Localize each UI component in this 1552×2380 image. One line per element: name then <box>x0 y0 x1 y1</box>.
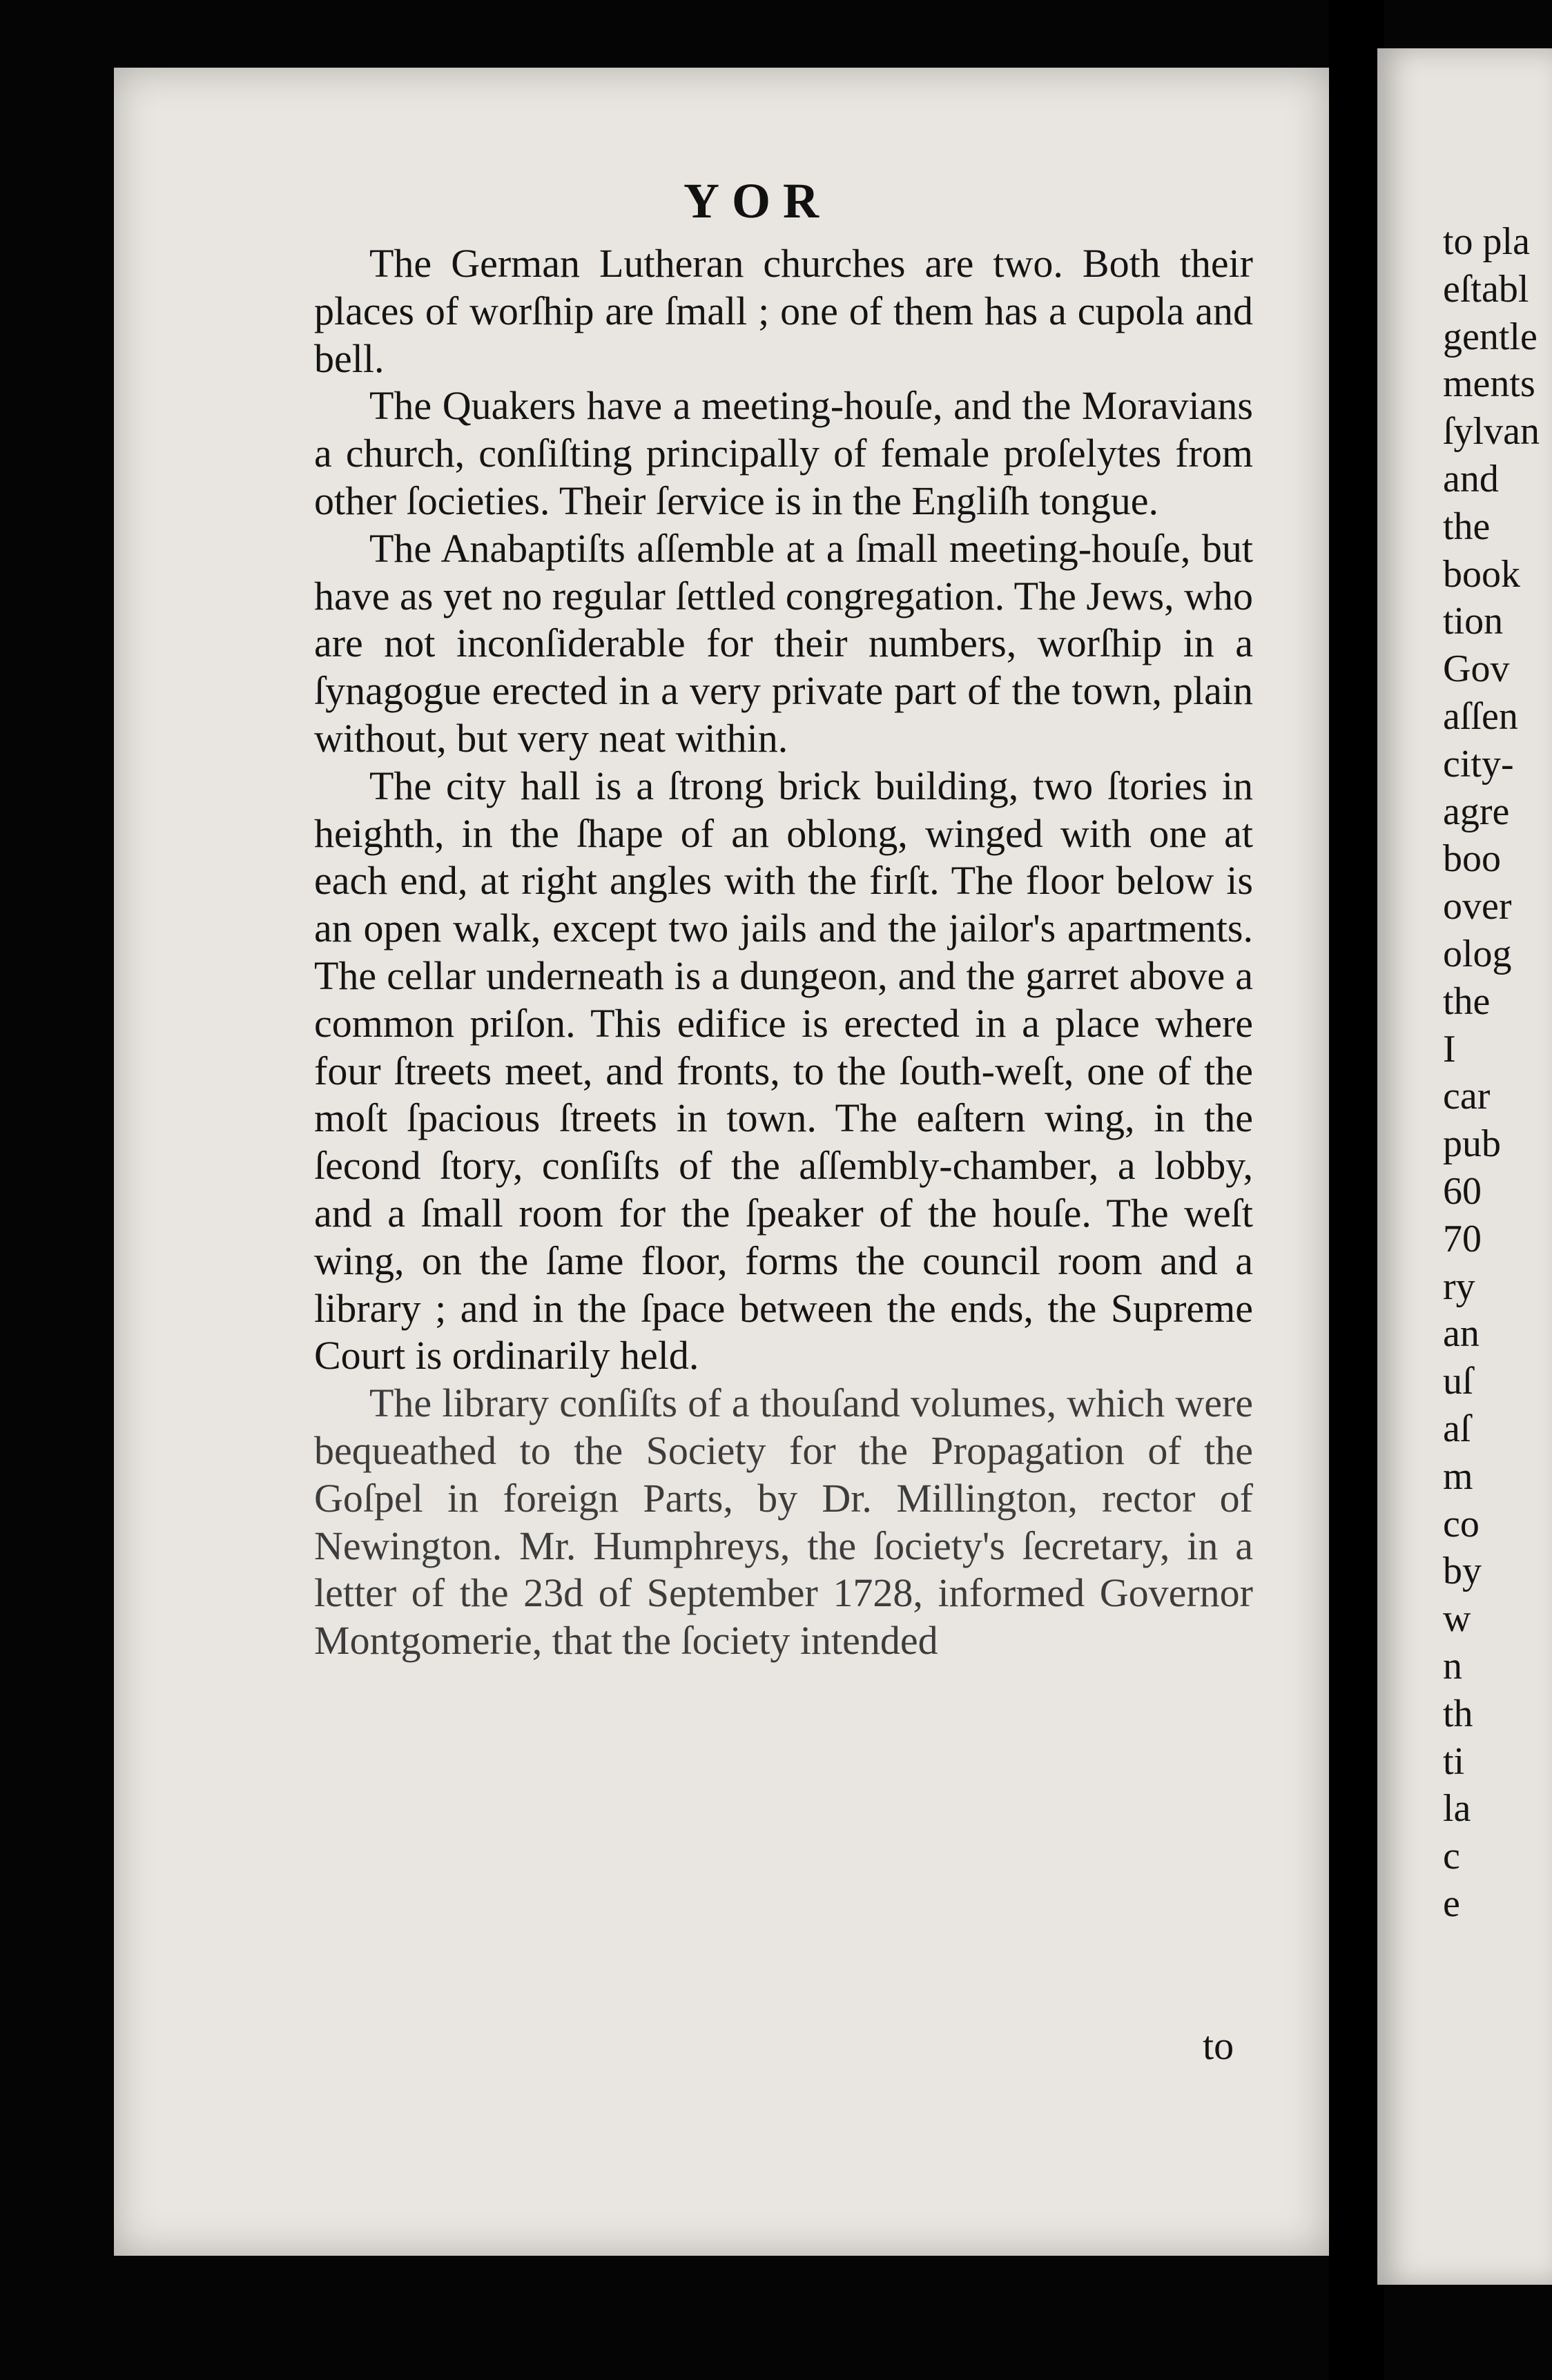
right-page-line: ments <box>1443 362 1535 406</box>
right-page-line: m <box>1443 1454 1473 1498</box>
right-page-line: aſ <box>1443 1407 1471 1450</box>
right-page-line: aſſen <box>1443 694 1518 738</box>
right-page-line: n <box>1443 1644 1462 1688</box>
right-page-line: tion <box>1443 600 1504 643</box>
paragraph-quakers: The Quakers have a meeting-houſe, and the Moravians a church, conſiſting principally of female proſelytes from other ſocieties. Their ſervice is in the Engliſh tongue. <box>314 383 1253 523</box>
right-page-line: boo <box>1443 837 1501 881</box>
right-page-line: uſ <box>1443 1360 1473 1403</box>
catchword: to <box>1203 2023 1234 2068</box>
paragraph-city-hall: The city hall is a ſtrong brick building, two ſtories in heighth, in the ſhape of an oblong, winged with one at each end, at right angles with the firſt. The floor below is an open walk, except two jails and the jailor's apartments. The cellar underneath is a dungeon, and the garret above a common priſon. This edifice is erected in a place where four ſtreets meet, and fronts, to the ſouth-weſt, one of the moſt ſpacious ſtreets in town. The eaſtern wing, in the ſecond ſtory, conſiſts of the aſſembly-chamber, a lobby, and a ſmall room for the ſpeaker of the houſe. The weſt wing, on the ſame floor, forms the council room and a library ; and in the ſpace between the ends, the Supreme Court is ordinarily held. <box>314 763 1253 1378</box>
right-page-line: c <box>1443 1835 1460 1878</box>
right-page-line: ſylvan <box>1443 410 1540 453</box>
right-page-line: gentle <box>1443 315 1538 358</box>
right-page-line: e <box>1443 1882 1460 1925</box>
right-page-line: and <box>1443 457 1499 500</box>
right-page-fragments <box>1443 218 1540 1928</box>
right-page-line: th <box>1443 1692 1473 1735</box>
right-page-line: the <box>1443 505 1491 548</box>
right-page-line: an <box>1443 1312 1480 1356</box>
right-page-line: 60 <box>1443 1169 1482 1213</box>
right-page-line: car <box>1443 1075 1491 1118</box>
running-head: YOR <box>683 173 831 228</box>
right-page-line: the <box>1443 979 1491 1023</box>
right-page-line: ry <box>1443 1265 1475 1308</box>
right-page-line: w <box>1443 1597 1471 1641</box>
right-page-line: co <box>1443 1502 1480 1545</box>
right-page-line: city- <box>1443 742 1514 786</box>
right-page-line: to pla <box>1443 220 1530 263</box>
book-gutter <box>1329 0 1384 2380</box>
right-page-line: eſtabl <box>1443 267 1529 311</box>
right-page-line: ti <box>1443 1739 1465 1783</box>
right-page-line: Gov <box>1443 647 1510 691</box>
right-page-line: pub <box>1443 1122 1501 1166</box>
right-page-line: agre <box>1443 790 1510 833</box>
right-page-line: by <box>1443 1550 1482 1593</box>
paragraph-lutheran: The German Lutheran churches are two. Both their places of worſhip are ſmall ; one of them has a cupola and bell. <box>314 241 1253 381</box>
paragraph-anabaptists: The Anabaptiſts aſſemble at a ſmall meeting-houſe, but have as yet no regular ſettled congregation. The Jews, who are not inconſiderable for their numbers, worſhip in a ſynagogue erected in a very private part of the town, plain without, but very neat within. <box>314 525 1253 761</box>
page-body <box>314 240 1253 1665</box>
right-page-line: book <box>1443 552 1520 596</box>
right-page-line: over <box>1443 885 1512 928</box>
right-page-line: la <box>1443 1787 1471 1831</box>
right-page-line: I <box>1443 1027 1456 1071</box>
paragraph-library: The library conſiſts of a thouſand volumes, which were bequeathed to the Society for the Propagation of the Goſpel in foreign Parts, by Dr. Millington, rector of Newington. Mr. Humphreys, the ſociety's ſecretary, in a letter of the 23d of September 1728, informed Governor Montgomerie, that the ſociety intended <box>314 1381 1253 1664</box>
right-page-line: 70 <box>1443 1217 1482 1260</box>
right-page-line: olog <box>1443 932 1512 975</box>
